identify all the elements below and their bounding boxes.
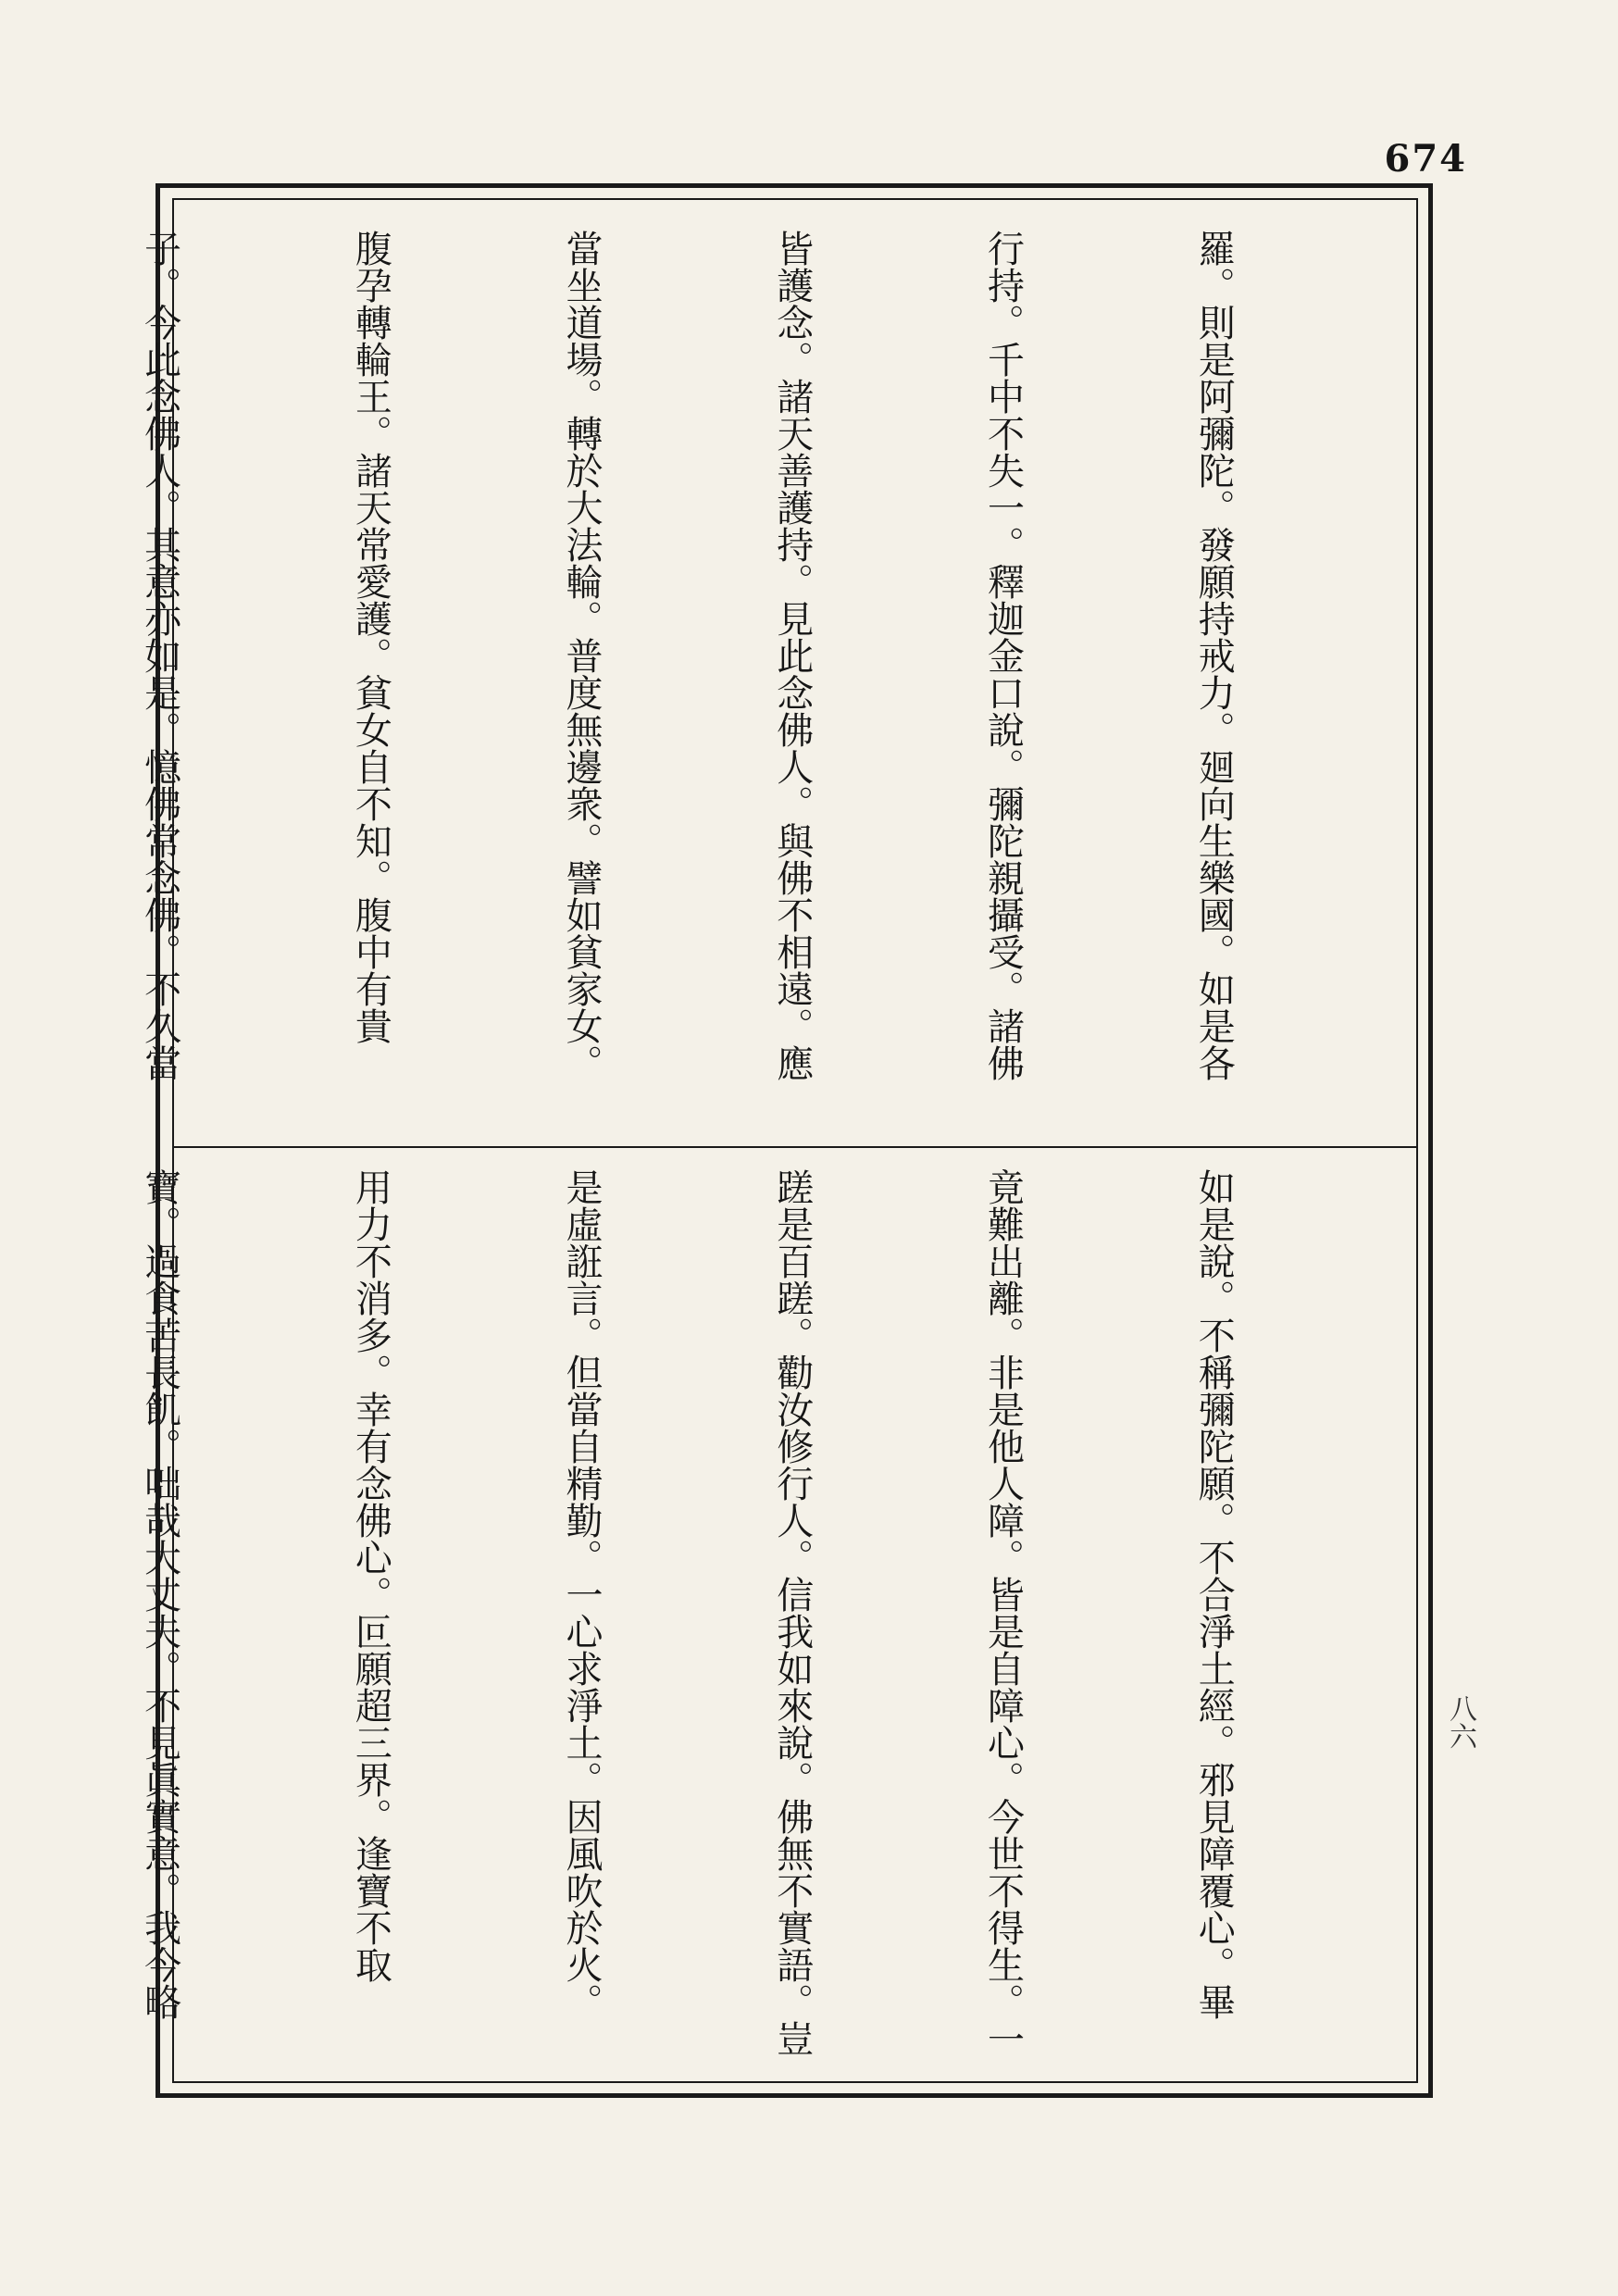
text-column: 羅。則是阿彌陀。發願持戒力。廻向生樂國。如是各 — [1192, 230, 1236, 1081]
margin-page-mark: 八六 — [1444, 1694, 1476, 1750]
text-column: 寶。過食苦長飢。咄哉大丈夫。不見眞實意。我今略 — [138, 1168, 181, 2020]
text-column: 如是說。不稱彌陀願。不合淨土經。邪見障覆心。畢 — [1192, 1168, 1236, 2020]
text-column: 當坐道場。轉於大法輪。普度無邊衆。譬如貧家女。 — [560, 230, 604, 1081]
page-number: 674 — [1384, 137, 1467, 181]
text-column: 腹孕轉輪王。諸天常愛護。貧女自不知。腹中有貴 — [349, 230, 392, 1044]
text-column: 皆護念。諸天善護持。見此念佛人。與佛不相遠。應 — [770, 230, 814, 1081]
text-column: 用力不消多。幸有念佛心。叵願超三界。逢寶不取 — [349, 1168, 392, 1983]
text-column: 竟難出離。非是他人障。皆是自障心。今世不得生。一 — [981, 1168, 1025, 2057]
upper-text-block — [138, 230, 1388, 1137]
text-column: 行持。千中不失一。釋迦金口說。彌陀親攝受。諸佛 — [981, 230, 1025, 1081]
section-divider — [172, 1146, 1418, 1148]
lower-text-block — [138, 1168, 1388, 2057]
text-column: 是虛誑言。但當自精勤。一心求淨土。因風吹於火。 — [560, 1168, 604, 2020]
text-column: 子。今此念佛人。其意亦如是。憶佛常念佛。不久當 — [138, 230, 181, 1081]
text-column: 蹉是百蹉。勸汝修行人。信我如來說。佛無不實語。豈 — [770, 1168, 814, 2057]
